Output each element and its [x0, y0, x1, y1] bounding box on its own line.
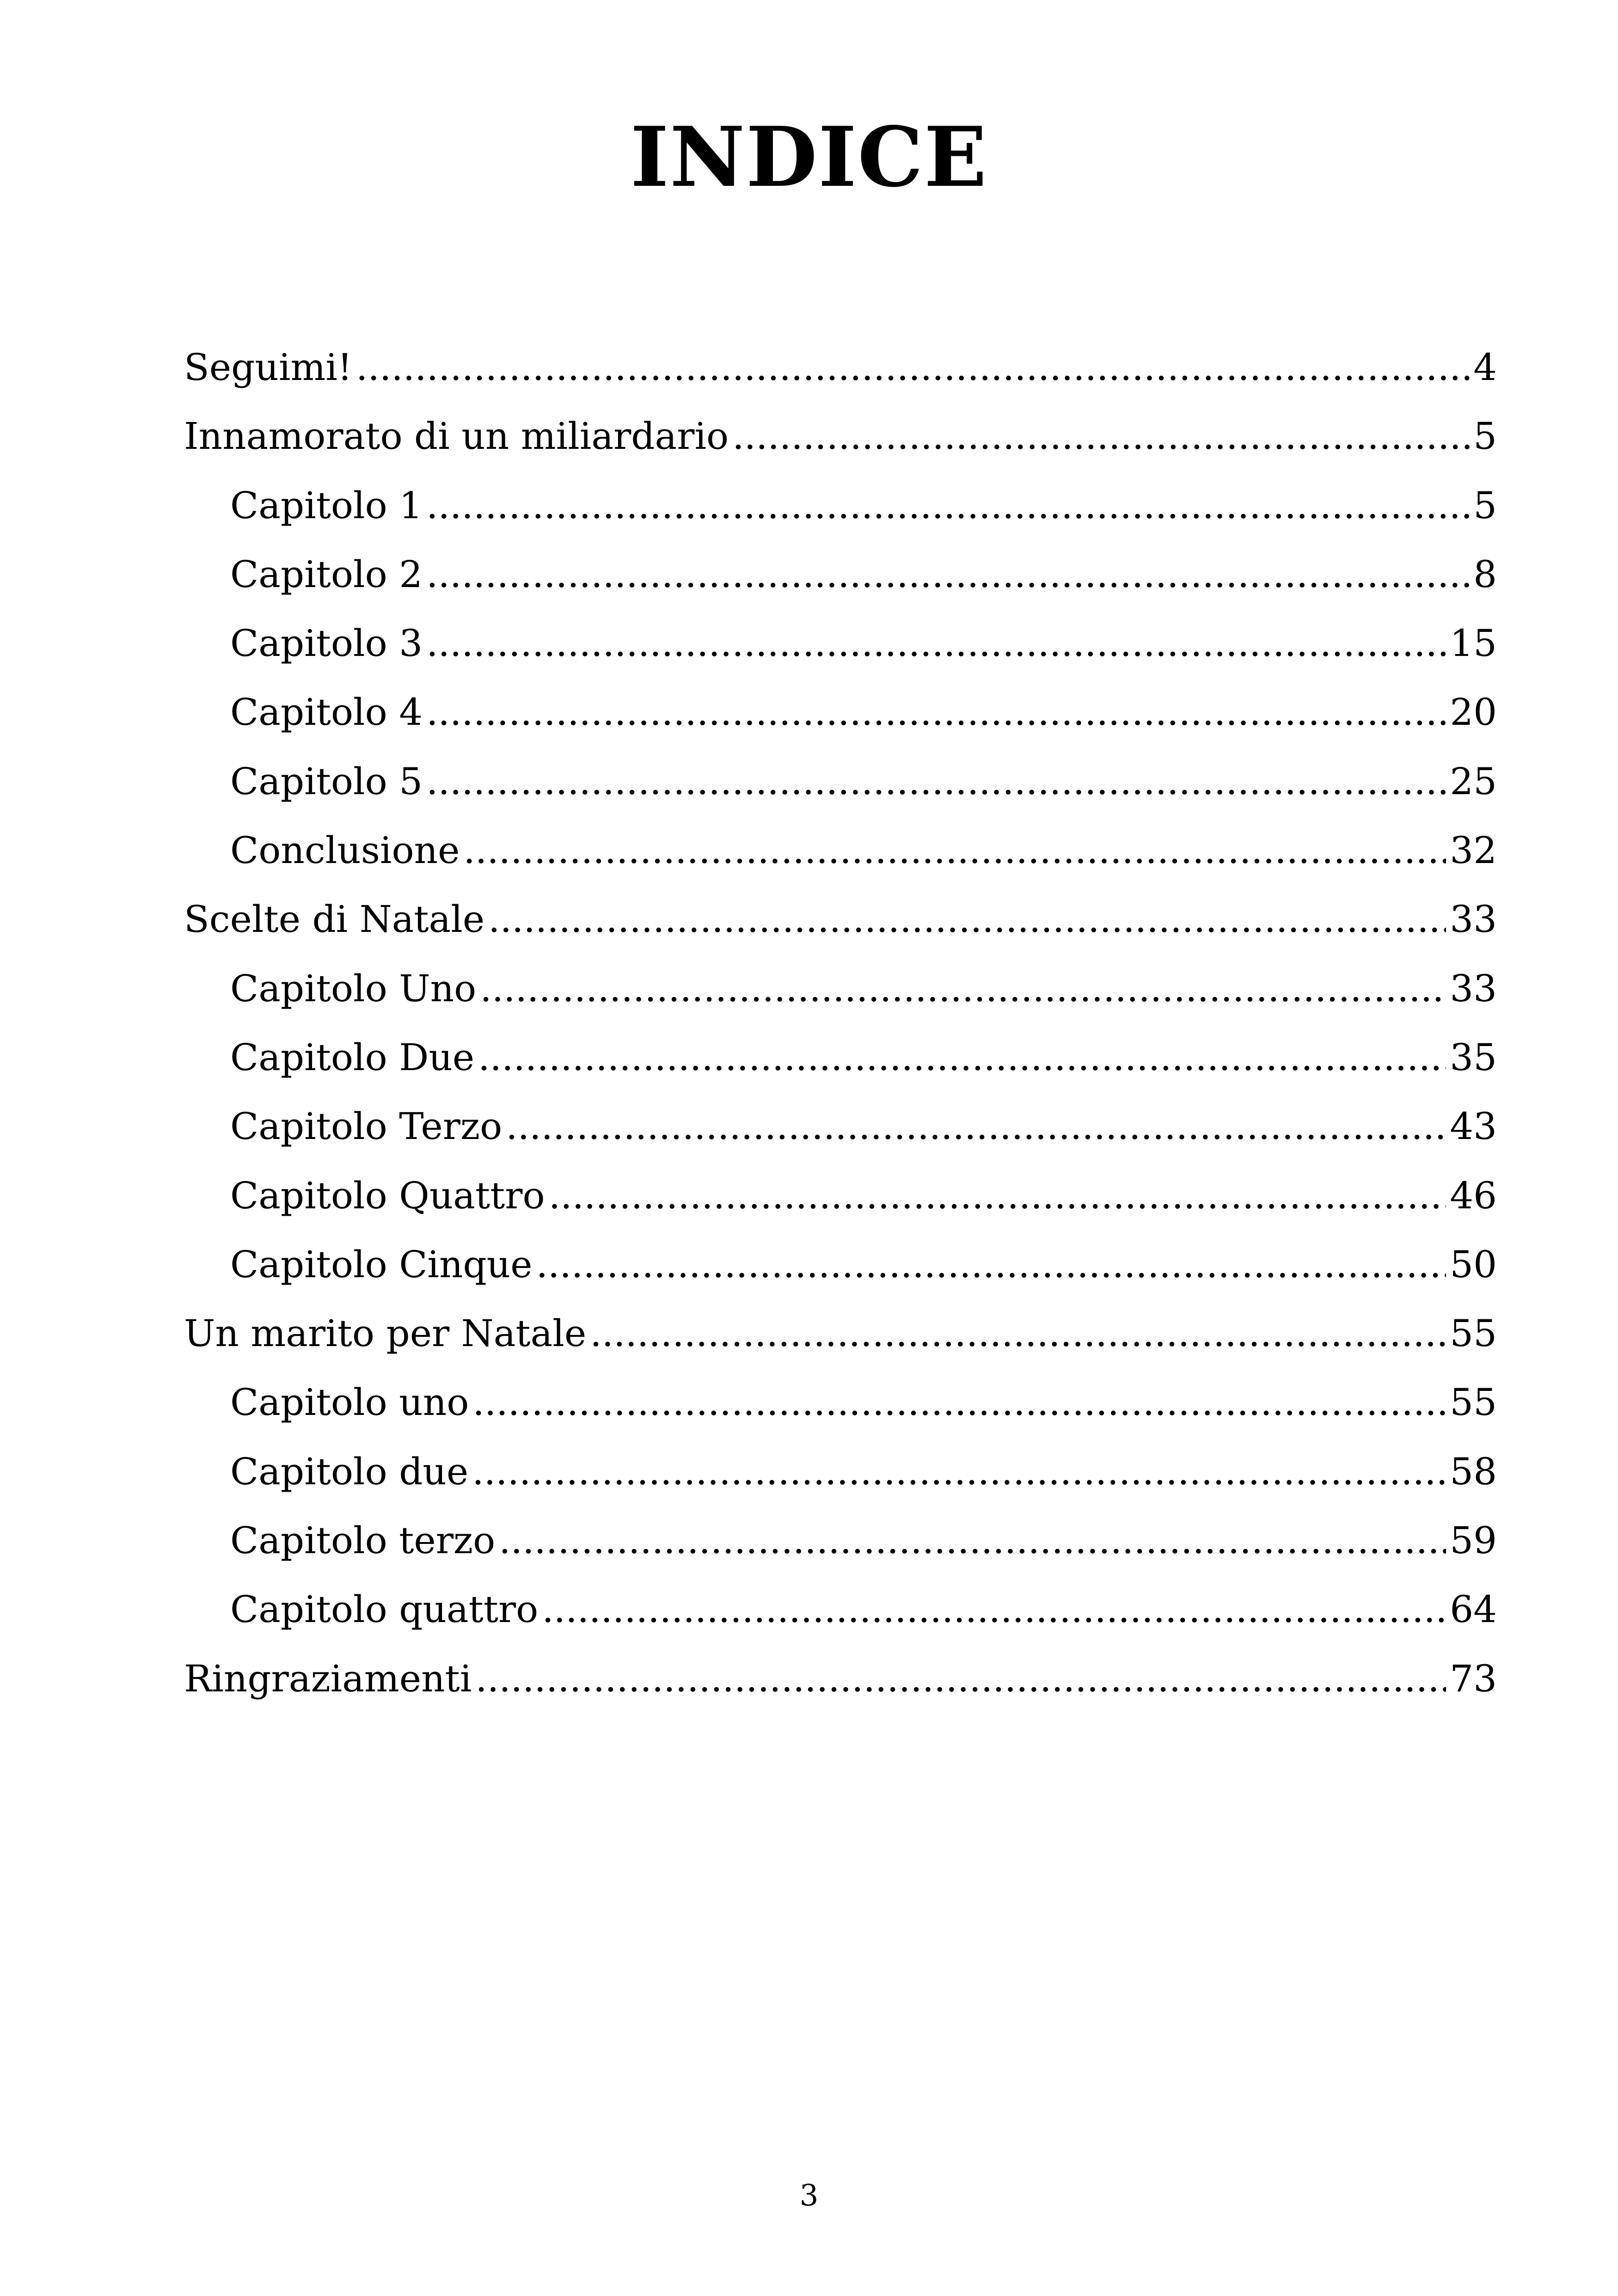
toc-dot-leader: [549, 1161, 1446, 1230]
toc-entry[interactable]: [184, 471, 1497, 540]
toc-entry-page: 4: [1473, 346, 1497, 389]
toc-entry-page: 15: [1450, 622, 1497, 665]
table-of-contents: [184, 333, 1497, 1713]
toc-entry[interactable]: [184, 1092, 1497, 1161]
toc-entry[interactable]: [184, 954, 1497, 1023]
toc-entry[interactable]: [184, 1575, 1497, 1644]
toc-entry-page: 73: [1450, 1657, 1497, 1700]
toc-entry-label: Capitolo uno: [230, 1381, 469, 1424]
toc-entry-label: Capitolo 2: [230, 552, 423, 596]
toc-dot-leader: [732, 402, 1470, 471]
toc-entry[interactable]: [184, 609, 1497, 678]
toc-dot-leader: [426, 747, 1446, 816]
toc-entry-page: 46: [1450, 1174, 1497, 1217]
toc-entry-label: Scelte di Natale: [184, 898, 485, 941]
toc-dot-leader: [478, 1023, 1446, 1092]
toc-entry[interactable]: [184, 1644, 1497, 1713]
toc-dot-leader: [499, 1506, 1446, 1575]
toc-entry-label: Capitolo 1: [230, 484, 423, 527]
toc-dot-leader: [472, 1437, 1446, 1506]
toc-dot-leader: [506, 1092, 1446, 1161]
toc-entry-label: Capitolo 5: [230, 759, 423, 803]
toc-entry-label: Capitolo Due: [230, 1035, 475, 1079]
toc-dot-leader: [356, 333, 1470, 402]
toc-entry-label: Conclusione: [230, 829, 460, 872]
toc-entry-label: Capitolo Terzo: [230, 1105, 503, 1148]
page-title: INDICE: [630, 109, 988, 205]
toc-entry-page: 5: [1473, 484, 1497, 527]
toc-entry-page: 50: [1450, 1243, 1497, 1286]
toc-entry[interactable]: [184, 1437, 1497, 1506]
toc-entry-page: 55: [1450, 1312, 1497, 1355]
page-number: 3: [799, 2179, 819, 2213]
toc-entry[interactable]: [184, 1023, 1497, 1092]
toc-entry-page: 8: [1473, 552, 1497, 596]
toc-entry[interactable]: [184, 678, 1497, 747]
toc-entry-page: 25: [1450, 759, 1497, 803]
toc-dot-leader: [542, 1575, 1446, 1644]
toc-entry-label: Un marito per Natale: [184, 1312, 587, 1355]
toc-entry-page: 20: [1450, 691, 1497, 734]
toc-entry[interactable]: [184, 402, 1497, 471]
toc-entry-label: Innamorato di un miliardario: [184, 415, 729, 458]
toc-entry[interactable]: [184, 1161, 1497, 1230]
toc-entry[interactable]: [184, 816, 1497, 885]
toc-dot-leader: [475, 1644, 1446, 1713]
toc-entry-label: Seguimi!: [184, 346, 353, 389]
toc-dot-leader: [488, 885, 1446, 954]
toc-dot-leader: [426, 678, 1446, 747]
toc-entry-label: Capitolo Cinque: [230, 1243, 533, 1286]
toc-entry-label: Ringraziamenti: [184, 1657, 472, 1700]
toc-dot-leader: [426, 609, 1446, 678]
toc-entry-label: Capitolo Quattro: [230, 1174, 545, 1217]
toc-entry-label: Capitolo due: [230, 1450, 469, 1493]
toc-dot-leader: [480, 954, 1446, 1023]
toc-dot-leader: [536, 1230, 1446, 1299]
toc-dot-leader: [590, 1299, 1446, 1368]
toc-entry-label: Capitolo Uno: [230, 967, 477, 1010]
toc-entry-label: Capitolo 4: [230, 691, 423, 734]
toc-entry[interactable]: [184, 540, 1497, 609]
toc-entry-label: Capitolo 3: [230, 622, 423, 665]
toc-entry[interactable]: [184, 1368, 1497, 1437]
toc-entry-page: 32: [1450, 829, 1497, 872]
toc-entry-page: 33: [1450, 898, 1497, 941]
toc-entry[interactable]: [184, 333, 1497, 402]
toc-entry-page: 43: [1450, 1105, 1497, 1148]
toc-dot-leader: [463, 816, 1446, 885]
toc-entry[interactable]: [184, 885, 1497, 954]
toc-entry-page: 55: [1450, 1381, 1497, 1424]
toc-entry-page: 33: [1450, 967, 1497, 1010]
toc-dot-leader: [426, 540, 1470, 609]
toc-entry[interactable]: [184, 1506, 1497, 1575]
toc-entry-page: 64: [1450, 1588, 1497, 1631]
toc-dot-leader: [472, 1368, 1446, 1437]
toc-entry[interactable]: [184, 1299, 1497, 1368]
toc-entry[interactable]: [184, 747, 1497, 816]
toc-entry-label: Capitolo quattro: [230, 1588, 539, 1631]
toc-entry-page: 35: [1450, 1035, 1497, 1079]
toc-entry-label: Capitolo terzo: [230, 1519, 496, 1562]
toc-entry-page: 5: [1473, 415, 1497, 458]
toc-entry[interactable]: [184, 1230, 1497, 1299]
toc-entry-page: 59: [1450, 1519, 1497, 1562]
toc-dot-leader: [426, 471, 1470, 540]
toc-entry-page: 58: [1450, 1450, 1497, 1493]
